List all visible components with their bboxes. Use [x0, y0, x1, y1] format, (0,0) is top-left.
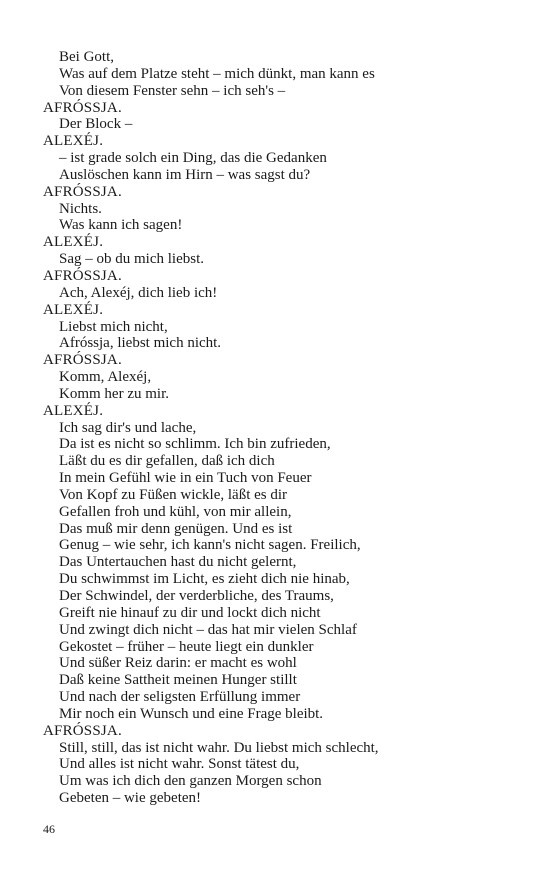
verse-line: Komm, Alexéj,: [59, 369, 152, 386]
verse-line: Nichts.: [59, 200, 102, 217]
speaker-name: ALEXÉJ.: [43, 402, 104, 419]
verse-line: Der Schwindel, der verderbliche, des Traums,: [59, 588, 334, 604]
speaker-name: AFRÓSSJA.: [43, 267, 122, 284]
speaker-name: AFRÓSSJA.: [43, 722, 122, 739]
verse-line: Das Untertauchen hast du nicht gelernt,: [59, 554, 297, 571]
verse-line: Ich sag dir's und lache,: [59, 419, 197, 436]
page-number: 46: [43, 822, 55, 836]
verse-line: Der Block –: [59, 116, 133, 133]
verse-line: In mein Gefühl wie in ein Tuch von Feuer: [59, 470, 312, 487]
verse-line: Gebeten – wie gebeten!: [59, 790, 202, 807]
verse-line: Läßt du es dir gefallen, daß ich dich: [59, 453, 275, 470]
verse-line: Was kann ich sagen!: [59, 217, 183, 234]
verse-line: Ach, Alexéj, dich lieb ich!: [59, 284, 218, 301]
verse-line: Du schwimmst im Licht, es zieht dich nie hinab,: [59, 571, 350, 588]
verse-line: Auslöschen kann im Hirn – was sagst du?: [59, 166, 311, 183]
verse-line: Von diesem Fenster sehn – ich seh's –: [59, 82, 286, 99]
verse-line: Um was ich dich den ganzen Morgen schon: [59, 773, 322, 790]
verse-line: Mir noch ein Wunsch und eine Frage bleibt.: [59, 705, 324, 722]
play-text: [43, 49, 523, 807]
verse-line: Und nach der seligsten Erfüllung immer: [59, 689, 301, 706]
verse-line: Komm her zu mir.: [59, 385, 169, 402]
speaker-name: ALEXÉJ.: [43, 234, 104, 251]
speaker-name: ALEXÉJ.: [43, 133, 104, 150]
verse-line: Still, still, das ist nicht wahr. Du liebst mich schlecht,: [59, 739, 379, 756]
verse-line: Gefallen froh und kühl, von mir allein,: [59, 503, 292, 520]
speaker-name: AFRÓSSJA.: [43, 352, 122, 369]
speaker-name: AFRÓSSJA.: [43, 99, 122, 116]
verse-line: Das muß mir denn genügen. Und es ist: [59, 520, 293, 537]
verse-line: Liebst mich nicht,: [59, 318, 168, 335]
verse-line: Daß keine Sattheit meinen Hunger stillt: [59, 672, 297, 689]
verse-line: Da ist es nicht so schlimm. Ich bin zufrieden,: [59, 436, 331, 453]
verse-line: Was auf dem Platze steht – mich dünkt, man kann es: [59, 65, 375, 82]
verse-line: Sag – ob du mich liebst.: [59, 251, 204, 268]
verse-line: Afróssja, liebst mich nicht.: [59, 335, 222, 352]
verse-line: Greift nie hinauf zu dir und lockt dich nicht: [59, 604, 321, 621]
verse-line: Genug – wie sehr, ich kann's nicht sagen. Freilich,: [59, 537, 361, 554]
verse-line: – ist grade solch ein Ding, das die Gedanken: [59, 150, 327, 167]
verse-line: Und alles ist nicht wahr. Sonst tätest du,: [59, 756, 300, 773]
verse-line: Bei Gott,: [59, 49, 114, 65]
verse-line: Und süßer Reiz darin: er macht es wohl: [59, 655, 297, 672]
verse-line: Von Kopf zu Füßen wickle, läßt es dir: [59, 486, 288, 503]
speaker-name: AFRÓSSJA.: [43, 183, 122, 200]
verse-line: Und zwingt dich nicht – das hat mir vielen Schlaf: [59, 621, 357, 638]
verse-line: Gekostet – früher – heute liegt ein dunkler: [59, 638, 314, 655]
speaker-name: ALEXÉJ.: [43, 301, 104, 318]
